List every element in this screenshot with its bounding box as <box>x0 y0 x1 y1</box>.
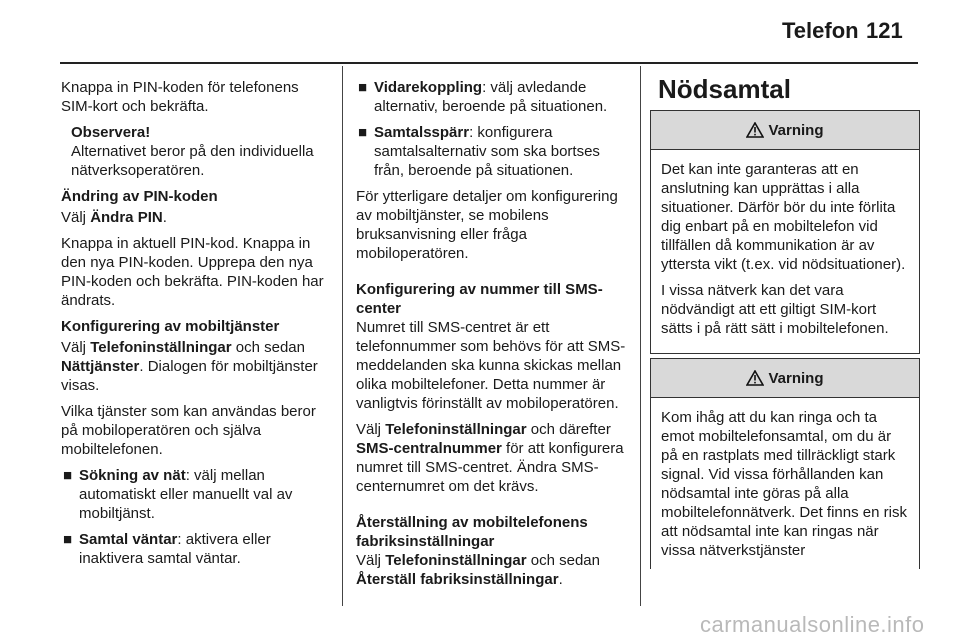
menu-item-telefoninstallningar: Telefoninställningar <box>385 552 527 569</box>
subheading-reset: Återställning av mobiltelefonens fabriksinställningar <box>356 514 588 550</box>
bullet-icon: ■ <box>63 531 73 548</box>
warning-box <box>650 358 920 569</box>
list-item: ■ Sökning av nät: välj mellan automatiskt eller manuellt val av mobiltjänst. <box>63 467 293 522</box>
paragraph: Vilka tjänster som kan användas beror på mobiloperatören och själva mobiltelefonen. <box>61 403 316 458</box>
column-1 <box>61 78 333 575</box>
warning-triangle-icon <box>746 370 764 386</box>
column-divider-2 <box>640 66 641 606</box>
subheading-mobile: Konfigurering av mobiltjänster <box>61 318 280 335</box>
warning-label: Varning <box>768 121 824 139</box>
list-item: ■ Vidarekoppling: välj avledande alternativ, beroende på situationen. <box>358 79 608 115</box>
paragraph: I vissa nätverk kan det vara nödvändigt att ett giltigt SIM-kort sätts i på rätt sätt i mobiltelefonen. <box>661 282 889 337</box>
list-item: ■ Samtalsspärr: konfigurera samtalsalternativ som ska bortses från, beroende på situationen. <box>358 124 600 179</box>
warning-body <box>651 150 919 353</box>
column-2 <box>356 78 630 596</box>
menu-item-nattjanster: Nättjänster <box>61 358 140 375</box>
note-block <box>61 123 333 180</box>
list-item: ■ Samtal väntar: aktivera eller inaktivera samtal väntar. <box>63 531 271 567</box>
warning-triangle-icon <box>746 122 764 138</box>
paragraph: Kom ihåg att du kan ringa och ta emot mobiltelefonsamtal, om du är på en rastplats med tillräckligt stark signal. Vid vissa förhållanden kan nödsamtal inte göras på alla mobiltelefonnätverk. Det finns en risk att nödsamtal inte kan ringas när vissa nätverkstjänster <box>661 409 907 559</box>
paragraph: Knappa in PIN-koden för telefonens SIM-kort och bekräfta. <box>61 79 299 115</box>
menu-item-telefoninstallningar: Telefoninställningar <box>90 339 232 356</box>
warning-header <box>651 359 919 398</box>
bullet-icon: ■ <box>63 467 73 484</box>
menu-item-telefoninstallningar: Telefoninställningar <box>385 421 527 438</box>
chapter-title: Telefon <box>782 18 859 43</box>
note-text: Alternativet beror på den individuella nätverksoperatören. <box>71 143 314 179</box>
warning-box <box>650 110 920 354</box>
instruction-mobile: Välj Telefoninställningar och sedan Nättjänster. Dialogen för mobiltjänster visas. <box>61 339 318 394</box>
menu-item-sms-centralnummer: SMS-centralnummer <box>356 440 502 457</box>
paragraph: Knappa in aktuell PIN-kod. Knappa in den nya PIN-koden. Upprepa den nya PIN-koden och bekräfta. PIN-koden har ändrats. <box>61 235 324 309</box>
menu-item-aterstall: Återställ fabriksinställningar <box>356 571 559 588</box>
warning-body <box>651 398 919 575</box>
paragraph: Numret till SMS-centret är ett telefonnummer som behövs för att SMS-meddelanden ska kunna skickas mellan olika mobiltelefoner. Detta nummer är vanligtvis förinställt av mobiloperatören. <box>356 319 626 412</box>
paragraph: Det kan inte garanteras att en anslutning kan upprättas i alla situationer. Därför bör du inte förlita dig enbart på en mobiltelefon vid tillfällen då kommunikation är av yttersta vikt (t.ex. vid nödsituationer). <box>661 161 906 273</box>
subheading-pin: Ändring av PIN-koden <box>61 188 218 205</box>
header-rule <box>60 62 918 64</box>
warning-label: Varning <box>768 369 824 387</box>
column-divider-1 <box>342 66 343 606</box>
bullet-icon: ■ <box>358 124 368 141</box>
warning-header <box>651 111 919 150</box>
instruction-reset: Välj Telefoninställningar och sedan Återställ fabriksinställningar. <box>356 552 600 588</box>
watermark: carmanualsonline.info <box>700 612 925 637</box>
bullet-icon: ■ <box>358 79 368 96</box>
page-number: 121 <box>866 18 903 43</box>
note-title: Observera! <box>71 124 151 141</box>
instruction-pin: Välj Ändra PIN. <box>61 209 167 226</box>
paragraph: För ytterligare detaljer om konfigurering av mobiltjänster, se mobilens bruksanvisning eller fråga mobiloperatören. <box>356 188 618 262</box>
instruction-sms: Välj Telefoninställningar och därefter SMS-centralnummer för att konfigurera numret till SMS-centret. Ändra SMS-centernumret om det krävs. <box>356 421 624 495</box>
section-title: Nödsamtal <box>658 74 791 104</box>
menu-item-andra-pin: Ändra PIN <box>90 209 163 226</box>
subheading-sms: Konfigurering av nummer till SMS-center <box>356 281 603 317</box>
